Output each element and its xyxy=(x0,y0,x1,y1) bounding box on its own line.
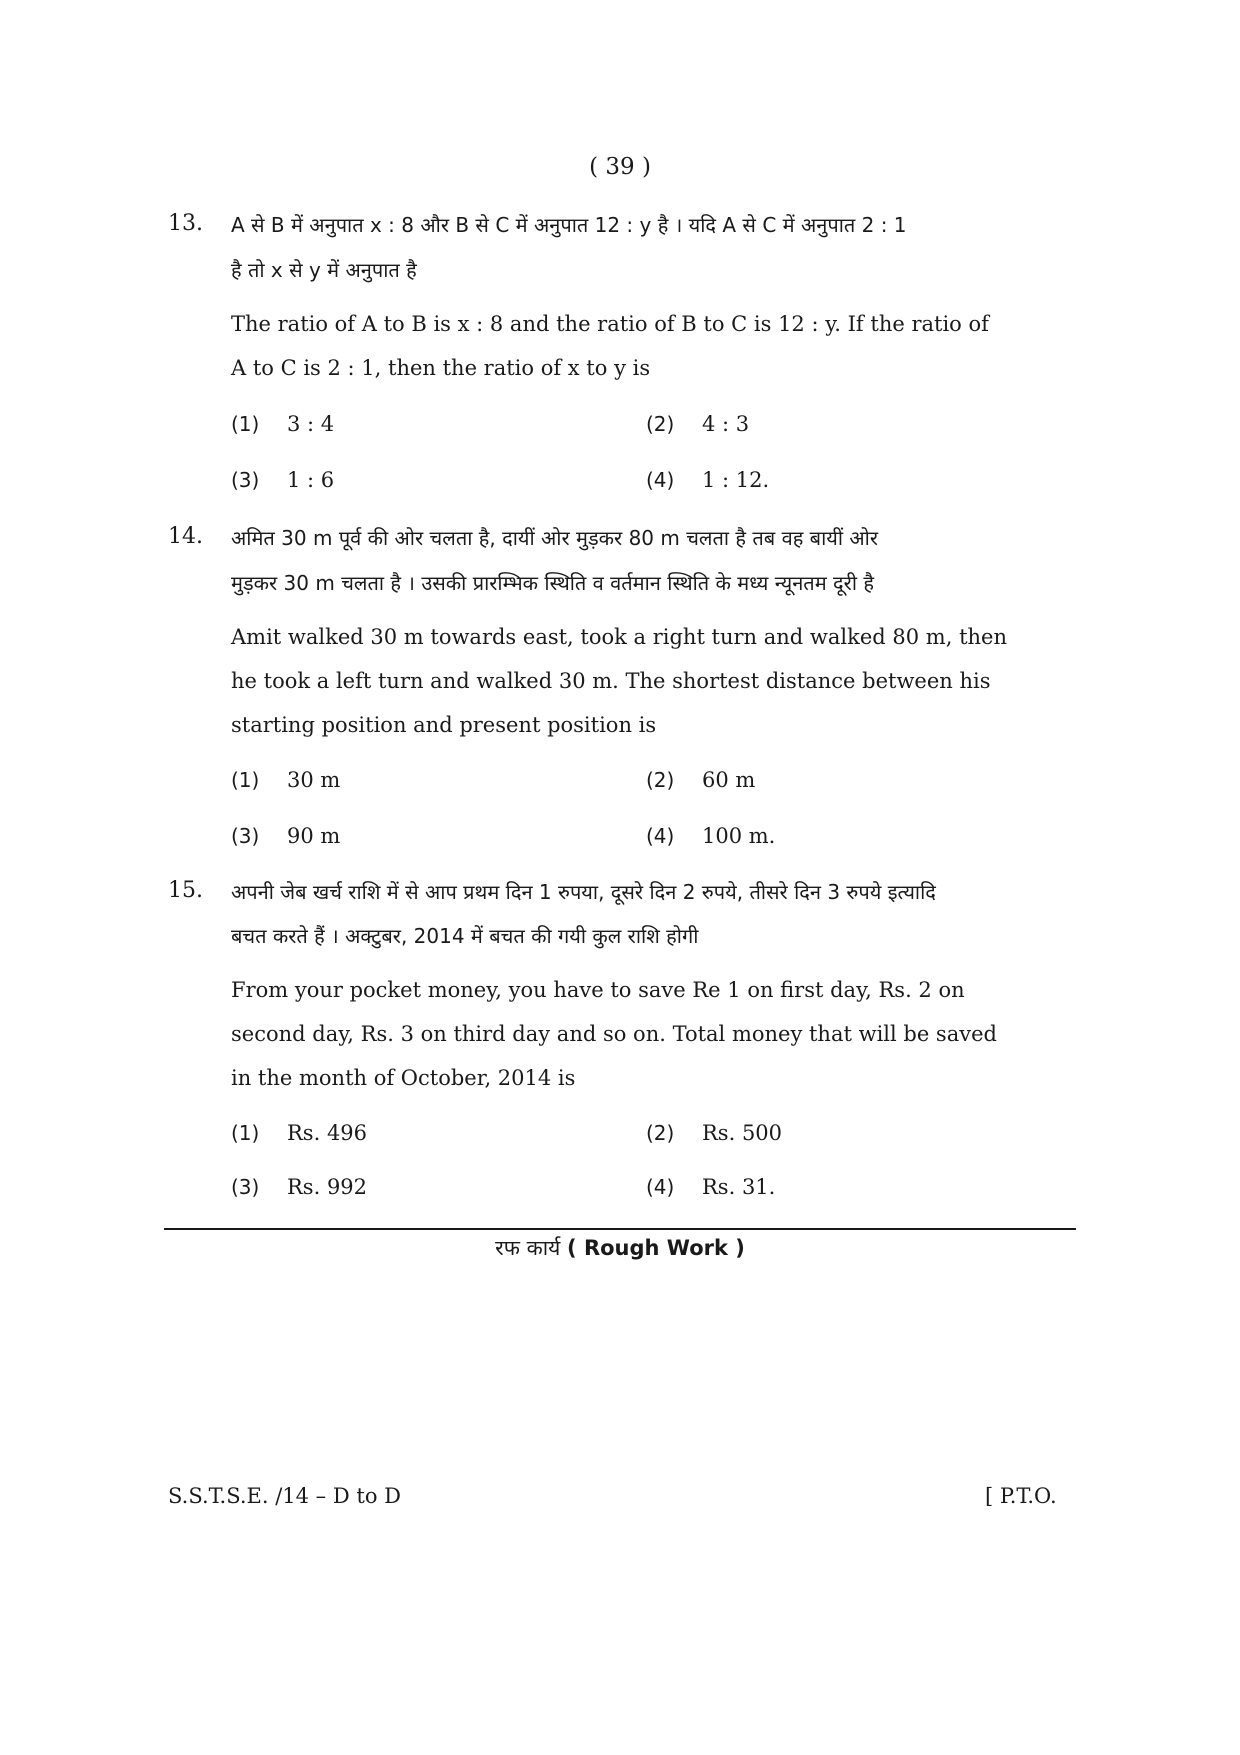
question-english-line: he took a left turn and walked 30 m. The shortest distance between his xyxy=(231,669,991,693)
question-english-line: Amit walked 30 m towards east, took a right turn and walked 80 m, then xyxy=(231,625,1007,649)
option-text: 4 : 3 xyxy=(702,412,750,436)
option-4 xyxy=(646,1175,775,1199)
option-text: Rs. 500 xyxy=(702,1121,783,1145)
option-3 xyxy=(231,468,334,492)
option-3 xyxy=(231,1175,367,1199)
option-text: Rs. 992 xyxy=(287,1175,368,1199)
question-hindi-line: मुड़कर 30 m चलता है । उसकी प्रारम्भिक स्थिति व वर्तमान स्थिति के मध्य न्यूनतम दूरी है xyxy=(231,571,874,595)
option-4 xyxy=(646,824,775,848)
option-text: 90 m xyxy=(287,824,341,848)
option-4 xyxy=(646,468,769,492)
question-hindi-line: A से B में अनुपात x : 8 और B से C में अनुपात 12 : y है । यदि A से C में अनुपात 2 : 1 xyxy=(231,213,907,237)
question-english-line: A to C is 2 : 1, then the ratio of x to y is xyxy=(231,356,651,380)
option-number: (1) xyxy=(231,768,260,792)
option-text: Rs. 496 xyxy=(287,1121,368,1145)
footer-pto: [ P.T.O. xyxy=(985,1484,1057,1508)
footer-code: S.S.T.S.E. /14 – D to D xyxy=(168,1484,401,1508)
option-number: (4) xyxy=(646,1175,675,1199)
question-english-line: second day, Rs. 3 on third day and so on. Total money that will be saved xyxy=(231,1022,997,1046)
option-2 xyxy=(646,1121,782,1145)
question-number: 15. xyxy=(168,878,203,903)
option-1 xyxy=(231,1121,367,1145)
question-english-line: The ratio of A to B is x : 8 and the ratio of B to C is 12 : y. If the ratio of xyxy=(231,312,989,336)
option-text: 1 : 12. xyxy=(702,468,770,492)
question-hindi-line: है तो x से y में अनुपात है xyxy=(231,258,417,282)
option-1 xyxy=(231,768,340,792)
option-2 xyxy=(646,412,749,436)
question-number: 14. xyxy=(168,524,203,549)
option-number: (4) xyxy=(646,468,675,492)
option-number: (2) xyxy=(646,1121,675,1145)
option-number: (4) xyxy=(646,824,675,848)
rough-work-heading xyxy=(0,1234,1240,1262)
question-number: 13. xyxy=(168,211,203,236)
option-text: Rs. 31. xyxy=(702,1175,776,1199)
question-english-line: From your pocket money, you have to save Re 1 on first day, Rs. 2 on xyxy=(231,978,965,1002)
option-text: 3 : 4 xyxy=(287,412,335,436)
rough-work-hindi: रफ कार्य xyxy=(495,1236,561,1260)
option-number: (3) xyxy=(231,824,260,848)
option-number: (1) xyxy=(231,1121,260,1145)
option-number: (2) xyxy=(646,412,675,436)
option-text: 1 : 6 xyxy=(287,468,335,492)
question-hindi-line: बचत करते हैं । अक्टुबर, 2014 में बचत की गयी कुल राशि होगी xyxy=(231,924,699,948)
option-number: (3) xyxy=(231,1175,260,1199)
option-3 xyxy=(231,824,340,848)
option-text: 30 m xyxy=(287,768,341,792)
option-number: (2) xyxy=(646,768,675,792)
option-text: 60 m xyxy=(702,768,756,792)
question-english-line: in the month of October, 2014 is xyxy=(231,1066,576,1090)
question-english-line: starting position and present position is xyxy=(231,713,657,737)
rough-work-english: ( Rough Work ) xyxy=(567,1236,745,1260)
question-hindi-line: अपनी जेब खर्च राशि में से आप प्रथम दिन 1 रुपया, दूसरे दिन 2 रुपये, तीसरे दिन 3 रुपये इत्यादि xyxy=(231,880,936,904)
question-hindi-line: अमित 30 m पूर्व की ओर चलता है, दायीं ओर मुड़कर 80 m चलता है तब वह बायीं ओर xyxy=(231,526,879,550)
option-1 xyxy=(231,412,334,436)
option-number: (1) xyxy=(231,412,260,436)
option-text: 100 m. xyxy=(702,824,776,848)
option-number: (3) xyxy=(231,468,260,492)
option-2 xyxy=(646,768,755,792)
divider-line xyxy=(164,1228,1076,1230)
page-number: ( 39 ) xyxy=(589,154,651,180)
